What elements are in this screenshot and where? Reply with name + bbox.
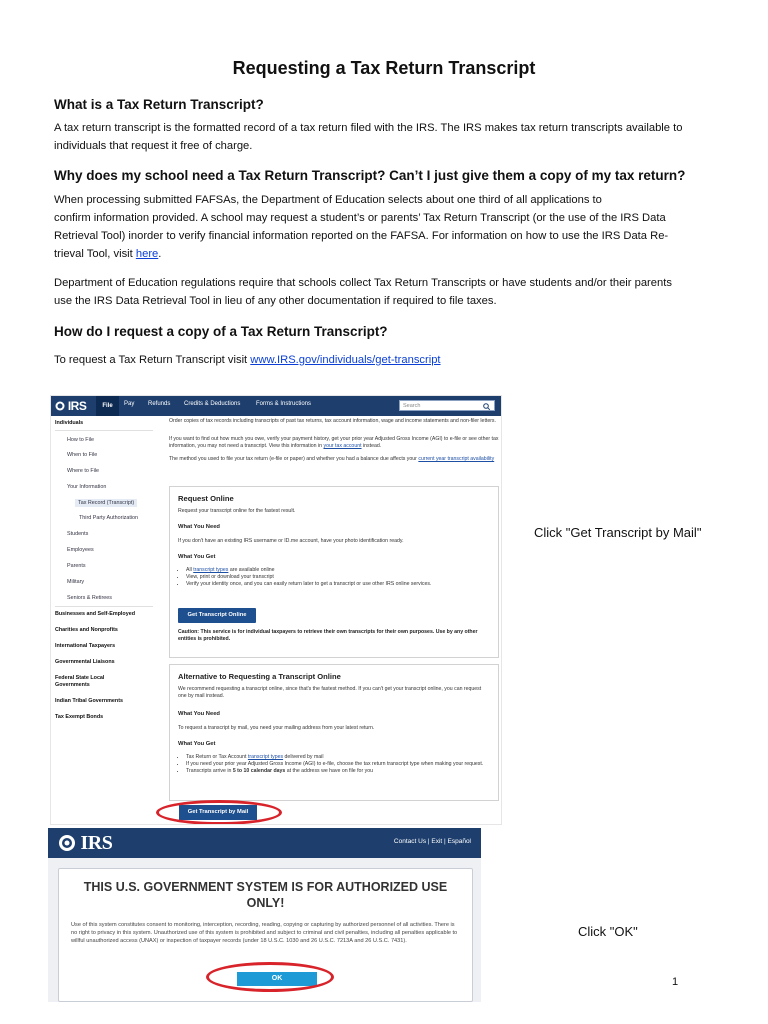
irs-transcript-screenshot — [50, 395, 502, 825]
paragraph-request — [54, 351, 714, 369]
subheading: What You Need — [178, 711, 220, 717]
section-heading-how: How do I request a copy of a Tax Return Transcript? — [54, 324, 388, 339]
subheading: What You Get — [178, 554, 216, 560]
sidebar-item-individuals[interactable]: Individuals — [55, 420, 84, 426]
sidebar-item-parents[interactable]: Parents — [67, 563, 86, 569]
paragraph-regulations — [54, 274, 714, 310]
nav-file[interactable]: File — [96, 396, 119, 416]
card-heading: Request Online — [178, 494, 234, 503]
sidebar-item-businesses[interactable]: Businesses and Self-Employed — [55, 611, 135, 617]
warning-body: Use of this system constitutes consent to monitoring, interception, recording, reading, copying or capturing by authorized personnel of all activities. There is no right to privacy in this system. Unauthorized use of this system is prohibited and subject to criminal and civil penalties, including all penalties applicable to willful unauthorized access (UNAX) or inspection of taxpayer records (under 18 U.S.C. 1030 and 26 U.S.C. 7213A and 26 U.S.C. 7431). — [71, 922, 458, 945]
card-subtext: Request your transcript online for the fastest result. — [178, 508, 296, 514]
text-line: A tax return transcript is the formatted record of a tax return filed with the IRS. The IRS makes tax return transcripts available to — [54, 122, 683, 134]
ok-button[interactable]: OK — [237, 972, 317, 986]
irs-logo: IRS — [55, 399, 86, 413]
paragraph-definition — [54, 119, 714, 155]
header-links[interactable]: Contact Us | Exit | Español — [393, 838, 471, 845]
sidebar-item-where-to-file[interactable]: Where to File — [67, 468, 100, 474]
card-text: If you don't have an existing IRS username or ID.me account, have your photo identification ready. — [178, 538, 404, 544]
get-transcript-by-mail-button[interactable]: Get Transcript by Mail — [179, 805, 257, 820]
list-item: • Verify your identity once, and you can easily return later to get a transcript or use other IRS online services. — [186, 581, 498, 588]
card-subtext: We recommend requesting a transcript online, since that's the fastest method. If you can't get your transcript online, you can request one by mail instead. — [178, 686, 482, 699]
sidebar-item-students[interactable]: Students — [67, 531, 89, 537]
irs-authorized-use-screenshot — [48, 828, 481, 1002]
get-transcript-online-button[interactable]: Get Transcript Online — [178, 608, 256, 623]
text-line: use the IRS Data Retrieval Tool in lieu of any other documentation if required to file taxes. — [54, 295, 497, 307]
list-item: • If you need your prior year Adjusted Gross Income (AGI) to e-file, choose the tax return transcript type when making your request. — [186, 761, 498, 768]
text-line: Department of Education regulations require that schools collect Tax Return Transcripts or have students and/or their parents — [54, 277, 672, 289]
search-icon[interactable] — [482, 401, 491, 412]
sidebar-item-third-party[interactable]: Third Party Authorization — [79, 515, 139, 521]
instruction-mail: Click "Get Transcript by Mail" — [534, 525, 702, 540]
request-online-card — [169, 486, 499, 658]
intro-text: Order copies of tax records including transcripts of past tax returns, tax account information, wage and income statements and non-filer letters. — [169, 418, 496, 424]
nav-credits-deductions[interactable]: Credits & Deductions — [184, 401, 241, 407]
intro-text-3: The method you used to file your tax return (e-file or paper) and whether you had a balance due affects your current year transcript availability — [169, 456, 495, 462]
caution-text: Caution: This service is for individual taxpayers to retrieve their own transcripts for their own purposes. Use by any other entities is prohibited. — [178, 629, 478, 642]
text-line: To request a Tax Return Transcript visit — [54, 354, 248, 366]
subheading: What You Need — [178, 524, 220, 530]
highlight-circle — [156, 800, 282, 825]
section-heading-why: Why does my school need a Tax Return Transcript? Can’t I just give them a copy of my tax return? — [54, 168, 686, 183]
text-line: trieval Tool, visit — [54, 248, 133, 260]
sidebar-item-tribal[interactable]: Indian Tribal Governments — [55, 698, 123, 704]
subheading: What You Get — [178, 741, 216, 747]
list-item: • All transcript types are available online — [186, 567, 498, 574]
highlight-circle — [206, 962, 334, 992]
here-link[interactable]: here — [135, 248, 159, 260]
document-title: Requesting a Tax Return Transcript — [232, 58, 536, 78]
instruction-ok: Click "OK" — [578, 924, 638, 939]
sidebar-item-military[interactable]: Military — [67, 579, 85, 585]
sidebar-item-employees[interactable]: Employees — [67, 547, 94, 553]
intro-text-2: If you want to find out how much you owe, verify your payment history, get your prior year Adjusted Gross Income (AGI) to e-file or see other tax information, you may not need a transcript. View this information in your tax account instead. — [169, 436, 499, 449]
nav-refunds[interactable]: Refunds — [148, 401, 171, 407]
list-item: • Transcripts arrive in 5 to 10 calendar days at the address we have on file for you — [186, 768, 498, 775]
list-item: • Tax Return or Tax Account transcript types delivered by mail — [186, 754, 498, 761]
tax-account-link[interactable]: your tax account — [323, 443, 362, 449]
card-heading: Alternative to Requesting a Transcript Online — [178, 672, 341, 681]
text-line: When processing submitted FAFSAs, the Department of Education selects about one third of all applications to — [54, 194, 602, 206]
section-heading-what: What is a Tax Return Transcript? — [54, 97, 264, 112]
sidebar-item-when-to-file[interactable]: When to File — [67, 452, 98, 458]
sidebar-item-international[interactable]: International Taxpayers — [55, 643, 116, 649]
page-number: 1 — [672, 976, 679, 988]
transcript-availability-link[interactable]: current year transcript availability — [418, 456, 495, 462]
mail-benefits-list — [178, 754, 498, 774]
eagle-icon — [55, 401, 65, 411]
sidebar-item-charities[interactable]: Charities and Nonprofits — [55, 627, 118, 633]
sidebar-item-federal-state[interactable]: Federal State Local Governments — [55, 675, 105, 688]
sidebar-item-how-to-file[interactable]: How to File — [67, 437, 94, 443]
sidebar-item-seniors[interactable]: Seniors & Retirees — [67, 595, 112, 601]
nav-pay[interactable]: Pay — [124, 401, 135, 407]
text-line: Retrieval Tool) inorder to verify financial information reported on the FAFSA. For information on how to use the IRS Data Re- — [54, 230, 669, 242]
irs-header — [48, 828, 481, 858]
request-mail-card — [169, 664, 499, 801]
search-input[interactable]: Search — [399, 400, 495, 411]
sidebar-item-governmental[interactable]: Governmental Liaisons — [55, 659, 115, 665]
eagle-icon — [58, 834, 76, 852]
list-item: • View, print or download your transcript — [186, 574, 498, 581]
online-benefits-list — [178, 567, 498, 587]
sidebar-item-tax-record[interactable]: Tax Record (Transcript) — [75, 499, 137, 507]
transcript-types-link[interactable]: transcript types — [193, 567, 229, 573]
nav-forms-instructions[interactable]: Forms & Instructions — [256, 401, 312, 407]
warning-heading: THIS U.S. GOVERNMENT SYSTEM IS FOR AUTHORIZED USE ONLY! — [83, 880, 448, 910]
paragraph-fafsa: When processing submitted FAFSAs, the Department of Education selects about one third of all applications to confirm information provided. A school may request a student’s or parents’ Tax Return Transcript (or the use of the IRS Data Retrieval Tool) inorder to verify financial information reported on the FAFSA. For information on how to use the IRS Data Re- trieval Tool, visit here. — [54, 194, 669, 260]
sidebar-item-your-information[interactable]: Your Information — [67, 484, 107, 490]
irs-logo: IRS — [58, 832, 112, 855]
card-text: To request a transcript by mail, you need your mailing address from your latest return. — [178, 725, 375, 731]
irs-transcript-link[interactable]: www.IRS.gov/individuals/get-transcript — [250, 354, 441, 366]
text-line: individuals that request it free of charge. — [54, 140, 253, 152]
irs-top-nav — [51, 396, 501, 416]
sidebar-item-tax-exempt-bonds[interactable]: Tax Exempt Bonds — [55, 714, 104, 720]
transcript-types-link[interactable]: transcript types — [247, 754, 284, 760]
text-line: confirm information provided. A school may request a student’s or parents’ Tax Return Transcript (or the use of the IRS Data — [54, 212, 666, 224]
